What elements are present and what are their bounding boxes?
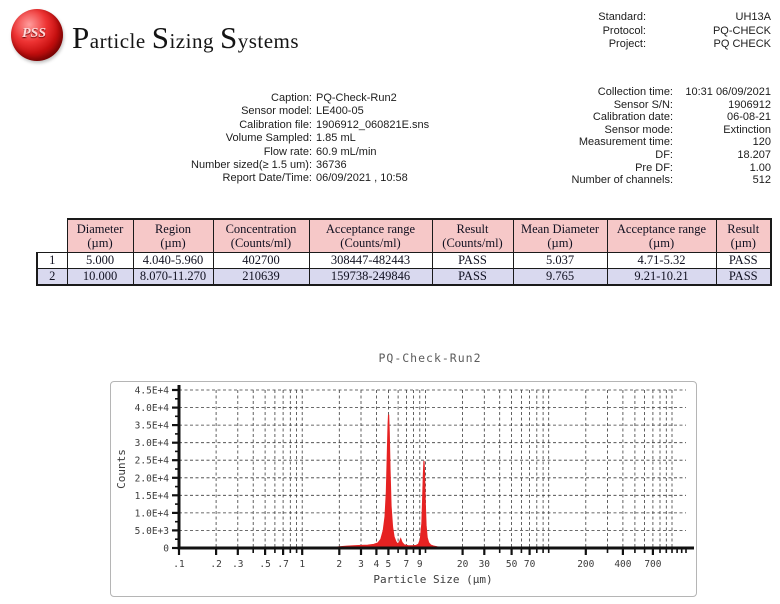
header-concentration: Concentration (Counts/ml)	[213, 219, 309, 253]
info-row-calibration-date	[455, 111, 771, 124]
info-row-collection-time	[455, 86, 771, 99]
svg-text:4.0E+4: 4.0E+4	[134, 403, 169, 415]
svg-text:.5: .5	[259, 559, 271, 570]
header-region: Region (µm)	[133, 219, 213, 253]
protocol-label: Protocol:	[602, 24, 646, 37]
table-corner-cell	[37, 219, 67, 253]
brand-word: Particle	[72, 20, 146, 55]
svg-text:5: 5	[385, 559, 392, 570]
svg-text:.2: .2	[210, 559, 222, 570]
pss-logo-icon	[11, 9, 63, 61]
caption-value: PQ-Check-Run2	[316, 92, 397, 104]
volume-sampled-value: 1.85 mL	[316, 132, 356, 145]
volume-sampled-label: Volume Sampled:	[225, 132, 312, 145]
cell-mean-diameter: 5.037	[513, 253, 607, 269]
collection-time-value: 10:31 06/09/2021	[685, 86, 771, 98]
cell-diameter: 10.000	[67, 269, 133, 286]
svg-text:3.5E+4: 3.5E+4	[134, 420, 169, 432]
calibration-date-label: Calibration date:	[592, 111, 673, 124]
pss-logo-text: PSS	[21, 26, 47, 41]
header-diameter: Diameter (µm)	[67, 219, 133, 253]
svg-text:.1: .1	[173, 559, 185, 570]
info-row-sensor-sn	[455, 99, 771, 112]
svg-text:.3: .3	[232, 559, 244, 570]
info-row-measurement-time	[455, 136, 771, 149]
sensor-sn-value: 1906912	[728, 98, 771, 111]
pre-df-label: Pre DF:	[635, 161, 673, 174]
sensor-sn-label: Sensor S/N:	[613, 98, 673, 111]
cell-result-counts: PASS	[432, 253, 513, 269]
flow-rate-value: 60.9 mL/min	[316, 145, 377, 158]
svg-text:50: 50	[505, 559, 518, 570]
cell-concentration: 402700	[213, 253, 309, 269]
sensor-mode-value: Extinction	[723, 123, 771, 136]
info-row-num-channels	[455, 174, 771, 187]
svg-text:5.0E+3: 5.0E+3	[134, 525, 169, 537]
svg-text:2: 2	[336, 559, 343, 570]
df-value: 18.207	[737, 148, 771, 161]
df-label: DF:	[655, 148, 673, 161]
info-row-df	[455, 149, 771, 162]
svg-text:3.0E+4: 3.0E+4	[134, 438, 169, 450]
num-channels-label: Number of channels:	[571, 174, 673, 187]
svg-text:2.0E+4: 2.0E+4	[134, 473, 169, 485]
number-sized-value: 36736	[316, 159, 347, 172]
chart-container	[110, 381, 697, 597]
info-row-flow-rate	[40, 146, 440, 159]
svg-text:.7: .7	[277, 559, 289, 570]
run-info-left-block	[40, 92, 440, 186]
header-result-counts: Result (Counts/ml)	[432, 219, 513, 253]
report-datetime-label: Report Date/Time:	[222, 172, 312, 185]
chart-title: PQ-Check-Run2	[378, 351, 482, 365]
svg-text:1.5E+4: 1.5E+4	[134, 490, 169, 502]
svg-text:700: 700	[644, 559, 662, 570]
cell-region: 4.040-5.960	[133, 253, 213, 269]
svg-text:30: 30	[478, 559, 491, 570]
header-acceptance-um: Acceptance range (µm)	[607, 219, 716, 253]
row-number: 1	[37, 253, 67, 269]
flow-rate-label: Flow rate:	[263, 145, 312, 158]
run-info-right-block	[455, 86, 771, 187]
row-number: 2	[37, 269, 67, 286]
svg-text:0: 0	[163, 543, 169, 555]
number-sized-label: Number sized(≥ 1.5 um):	[191, 159, 312, 172]
caption-label: Caption:	[271, 92, 312, 104]
table-row	[37, 253, 771, 269]
svg-text:400: 400	[614, 559, 632, 570]
svg-text:1.0E+4: 1.0E+4	[134, 508, 169, 520]
standard-label: Standard:	[598, 11, 646, 23]
x-axis-title: Particle Size (µm)	[373, 573, 493, 586]
info-row-volume-sampled	[40, 132, 440, 145]
svg-text:200: 200	[577, 559, 595, 570]
cell-result-um: PASS	[716, 253, 771, 269]
cell-concentration: 210639	[213, 269, 309, 286]
num-channels-value: 512	[752, 174, 771, 187]
project-label: Project:	[608, 38, 646, 50]
table-row	[37, 269, 771, 286]
info-row-report-datetime	[40, 172, 440, 185]
info-row-pre-df	[455, 162, 771, 175]
project-value: PQ CHECK	[713, 38, 771, 50]
meta-row-standard	[530, 11, 771, 25]
svg-text:3: 3	[358, 559, 364, 570]
info-row-number-sized	[40, 159, 440, 172]
standard-value: UH13A	[735, 11, 771, 23]
svg-text:9: 9	[416, 559, 423, 570]
protocol-value: PQ-CHECK	[712, 24, 771, 37]
table-header-row	[37, 219, 771, 253]
brand-title	[72, 20, 305, 56]
info-row-sensor-model	[40, 105, 440, 118]
brand-word: Sizing	[151, 20, 214, 55]
info-row-calibration-file	[40, 119, 440, 132]
cell-result-um: PASS	[716, 269, 771, 286]
cell-diameter: 5.000	[67, 253, 133, 269]
report-datetime-value: 06/09/2021 , 10:58	[316, 172, 408, 185]
calibration-file-label: Calibration file:	[239, 118, 312, 131]
svg-text:4.5E+4: 4.5E+4	[134, 385, 169, 397]
pre-df-value: 1.00	[749, 161, 771, 174]
results-table	[36, 218, 772, 286]
cell-acceptance-counts: 308447-482443	[309, 253, 432, 269]
project-meta-block	[530, 11, 771, 52]
calibration-file-value: 1906912_060821E.sns	[316, 118, 430, 131]
cell-result-counts: PASS	[432, 269, 513, 286]
sensor-model-label: Sensor model:	[241, 105, 312, 118]
brand-word: Systems	[219, 20, 300, 55]
header-mean-diameter: Mean Diameter (µm)	[513, 219, 607, 253]
svg-text:7: 7	[403, 559, 410, 570]
info-row-sensor-mode	[455, 124, 771, 137]
cell-mean-diameter: 9.765	[513, 269, 607, 286]
chart-svg	[111, 382, 696, 595]
cell-region: 8.070-11.270	[133, 269, 213, 286]
measurement-time-value: 120	[752, 136, 771, 149]
svg-text:1: 1	[299, 559, 306, 570]
sensor-model-value: LE400-05	[316, 105, 364, 118]
measurement-time-label: Measurement time:	[578, 136, 673, 149]
meta-row-protocol	[530, 25, 771, 39]
calibration-date-value: 06-08-21	[726, 111, 771, 124]
svg-text:70: 70	[523, 559, 536, 570]
sensor-mode-label: Sensor mode:	[604, 123, 673, 136]
data-curve	[179, 415, 686, 548]
collection-time-label: Collection time:	[597, 86, 673, 98]
cell-acceptance-um: 9.21-10.21	[607, 269, 716, 286]
cell-acceptance-counts: 159738-249846	[309, 269, 432, 286]
svg-text:4: 4	[373, 559, 380, 570]
y-axis-title: Counts	[115, 449, 128, 489]
header-acceptance-counts: Acceptance range (Counts/ml)	[309, 219, 432, 253]
svg-text:2.5E+4: 2.5E+4	[134, 455, 169, 467]
cell-acceptance-um: 4.71-5.32	[607, 253, 716, 269]
info-row-caption	[40, 92, 440, 105]
svg-text:20: 20	[456, 559, 469, 570]
meta-row-project	[530, 38, 771, 52]
header-result-um: Result (µm)	[716, 219, 771, 253]
